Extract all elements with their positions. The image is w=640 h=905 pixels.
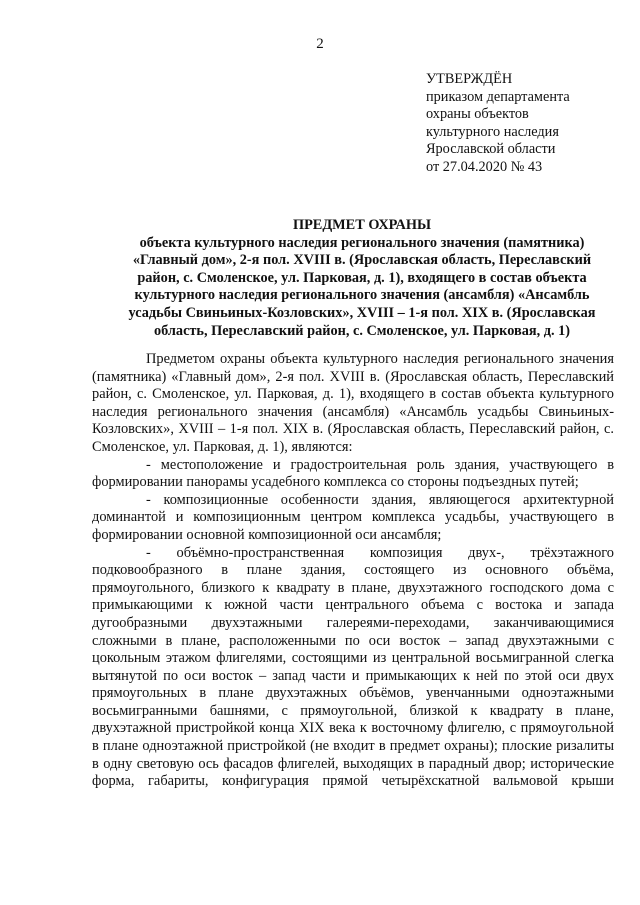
- title-line: объекта культурного наследия регионального значения (памятника): [139, 234, 585, 251]
- intro-paragraph: Предметом охраны объекта культурного наследия регионального значения (памятника) «Главный дом», 2-я пол. XVIII в. (Ярославская область, Переславский район, с. Смоленское, ул. Парковая, д. 1), входящего в состав объекта культурного наследия регионального значения (ансамбля) «Ансамбль усадьбы Свиньиных-Козловских», XVIII – 1-я пол. XIX в. (Ярославская область, Переславский район, с. Смоленское, ул. Парковая, д. 1), являются:: [92, 351, 614, 455]
- document-title: [92, 217, 632, 340]
- approval-line: УТВЕРЖДЁН: [426, 71, 513, 87]
- approval-line: от 27.04.2020 № 43: [426, 158, 543, 175]
- title-line: «Главный дом», 2-я пол. XVIII в. (Ярославская область, Переславский: [132, 252, 592, 269]
- approval-line: культурного наследия: [426, 123, 559, 140]
- title-line: район, с. Смоленское, ул. Парковая, д. 1), входящего в состав объекта: [137, 269, 587, 286]
- list-item-composition: - композиционные особенности здания, являющегося архитектурной доминантой и композиционным центром комплекса усадьбы, участвующего в формировании основной композиционной оси ансамбля;: [92, 491, 614, 543]
- list-item-volume: - объёмно-пространственная композиция двух-, трёхэтажного подковообразного в плане здания, состоящего из основного объёма, прямоугольного, близкого к квадрату в плане, двухэтажного господского дома с примыкающими к южной части центрального объема с востока и запада дугообразными двухэтажными галереями-переходами, заканчивающимися сложными в плане, расположенными по оси восток – запад двухэтажными с цокольным этажом флигелями, состоящими из центральной восьмигранной слегка вытянутой по оси восток – запад части и примыкающих к ней по этой оси двух прямоугольных в плане двухэтажных объёмов, увенчанными одноэтажными восьмигранными башнями, с прямоугольной, близкой к квадрату в плане, двухэтажной пристройкой конца XIX века к восточному флигелю, с прямоугольной в плане одноэтажной пристройкой (не входит в предмет охраны); плоские ризалиты в одну световую ось фасадов флигелей, выходящих в парадный двор; исторические форма, габариты, конфигурация прямой четырёхскатной вальмовой крыши: [92, 544, 614, 790]
- approval-stamp: [426, 71, 626, 177]
- title-heading: ПРЕДМЕТ ОХРАНЫ: [292, 217, 432, 233]
- approval-line: Ярославской области: [426, 141, 556, 158]
- document-body: [92, 351, 614, 791]
- list-item-location: - местоположение и градостроительная роль здания, участвующего в формировании панорамы усадебного комплекса со стороны подъездных путей;: [92, 456, 614, 491]
- title-line: усадьбы Свиньиных-Козловских», XVIII – 1-я пол. XIX в. (Ярославская: [128, 304, 596, 321]
- title-line: культурного наследия регионального значения (ансамбля) «Ансамбль: [134, 287, 590, 304]
- page-number: 2: [316, 36, 324, 52]
- approval-line: охраны объектов: [426, 106, 529, 123]
- approval-line: приказом департамента: [426, 88, 570, 105]
- title-line: область, Переславский район, с. Смоленское, ул. Парковая, д. 1): [153, 322, 571, 339]
